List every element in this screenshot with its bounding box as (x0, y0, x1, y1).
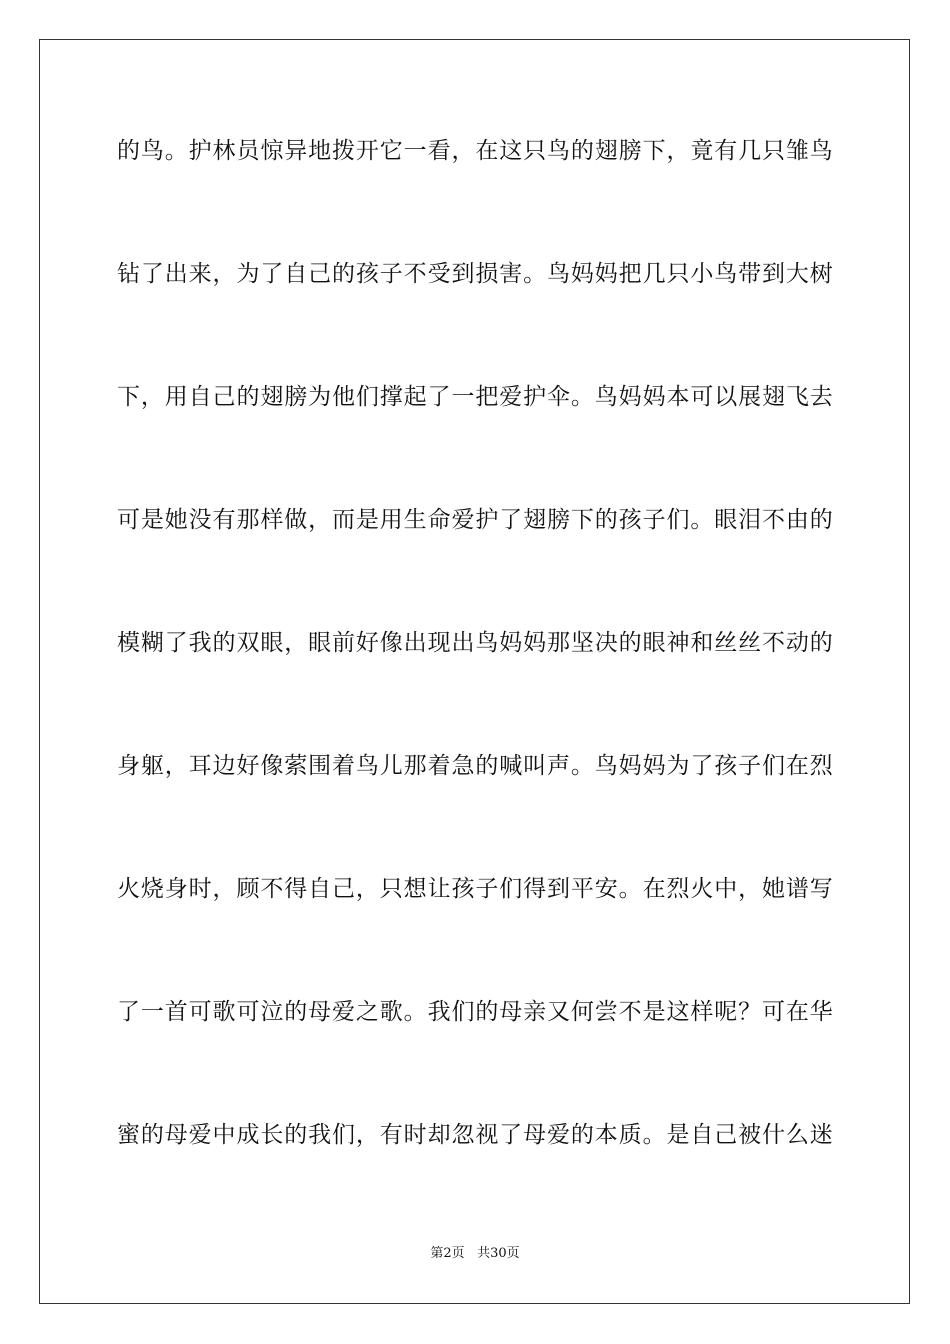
body-text-line: 模糊了我的双眼，眼前好像出现出鸟妈妈那坚决的眼神和丝丝不动的 (117, 630, 833, 656)
footer-spacer (465, 1246, 477, 1261)
page-border (39, 39, 910, 1304)
total-pages: 共30页 (477, 1246, 520, 1261)
body-text-line: 可是她没有那样做，而是用生命爱护了翅膀下的孩子们。眼泪不由的 (117, 507, 833, 533)
page-number: 第2页 (430, 1246, 465, 1261)
page-footer (0, 1245, 950, 1263)
body-text-line: 的鸟。护林员惊异地拨开它一看，在这只鸟的翅膀下，竟有几只雏鸟 (117, 138, 833, 164)
body-text-line: 钻了出来，为了自己的孩子不受到损害。鸟妈妈把几只小鸟带到大树 (117, 261, 833, 287)
body-text-line: 了一首可歌可泣的母爱之歌。我们的母亲又何尝不是这样呢？可在华 (117, 999, 833, 1025)
body-text-line: 火烧身时，顾不得自己，只想让孩子们得到平安。在烈火中，她谱写 (117, 876, 833, 902)
body-text-line: 身躯，耳边好像萦围着鸟儿那着急的喊叫声。鸟妈妈为了孩子们在烈 (117, 753, 833, 779)
body-text-line: 蜜的母爱中成长的我们，有时却忽视了母爱的本质。是自己被什么迷 (117, 1122, 833, 1148)
body-text-line: 下，用自己的翅膀为他们撑起了一把爱护伞。鸟妈妈本可以展翅飞去 (117, 384, 833, 410)
